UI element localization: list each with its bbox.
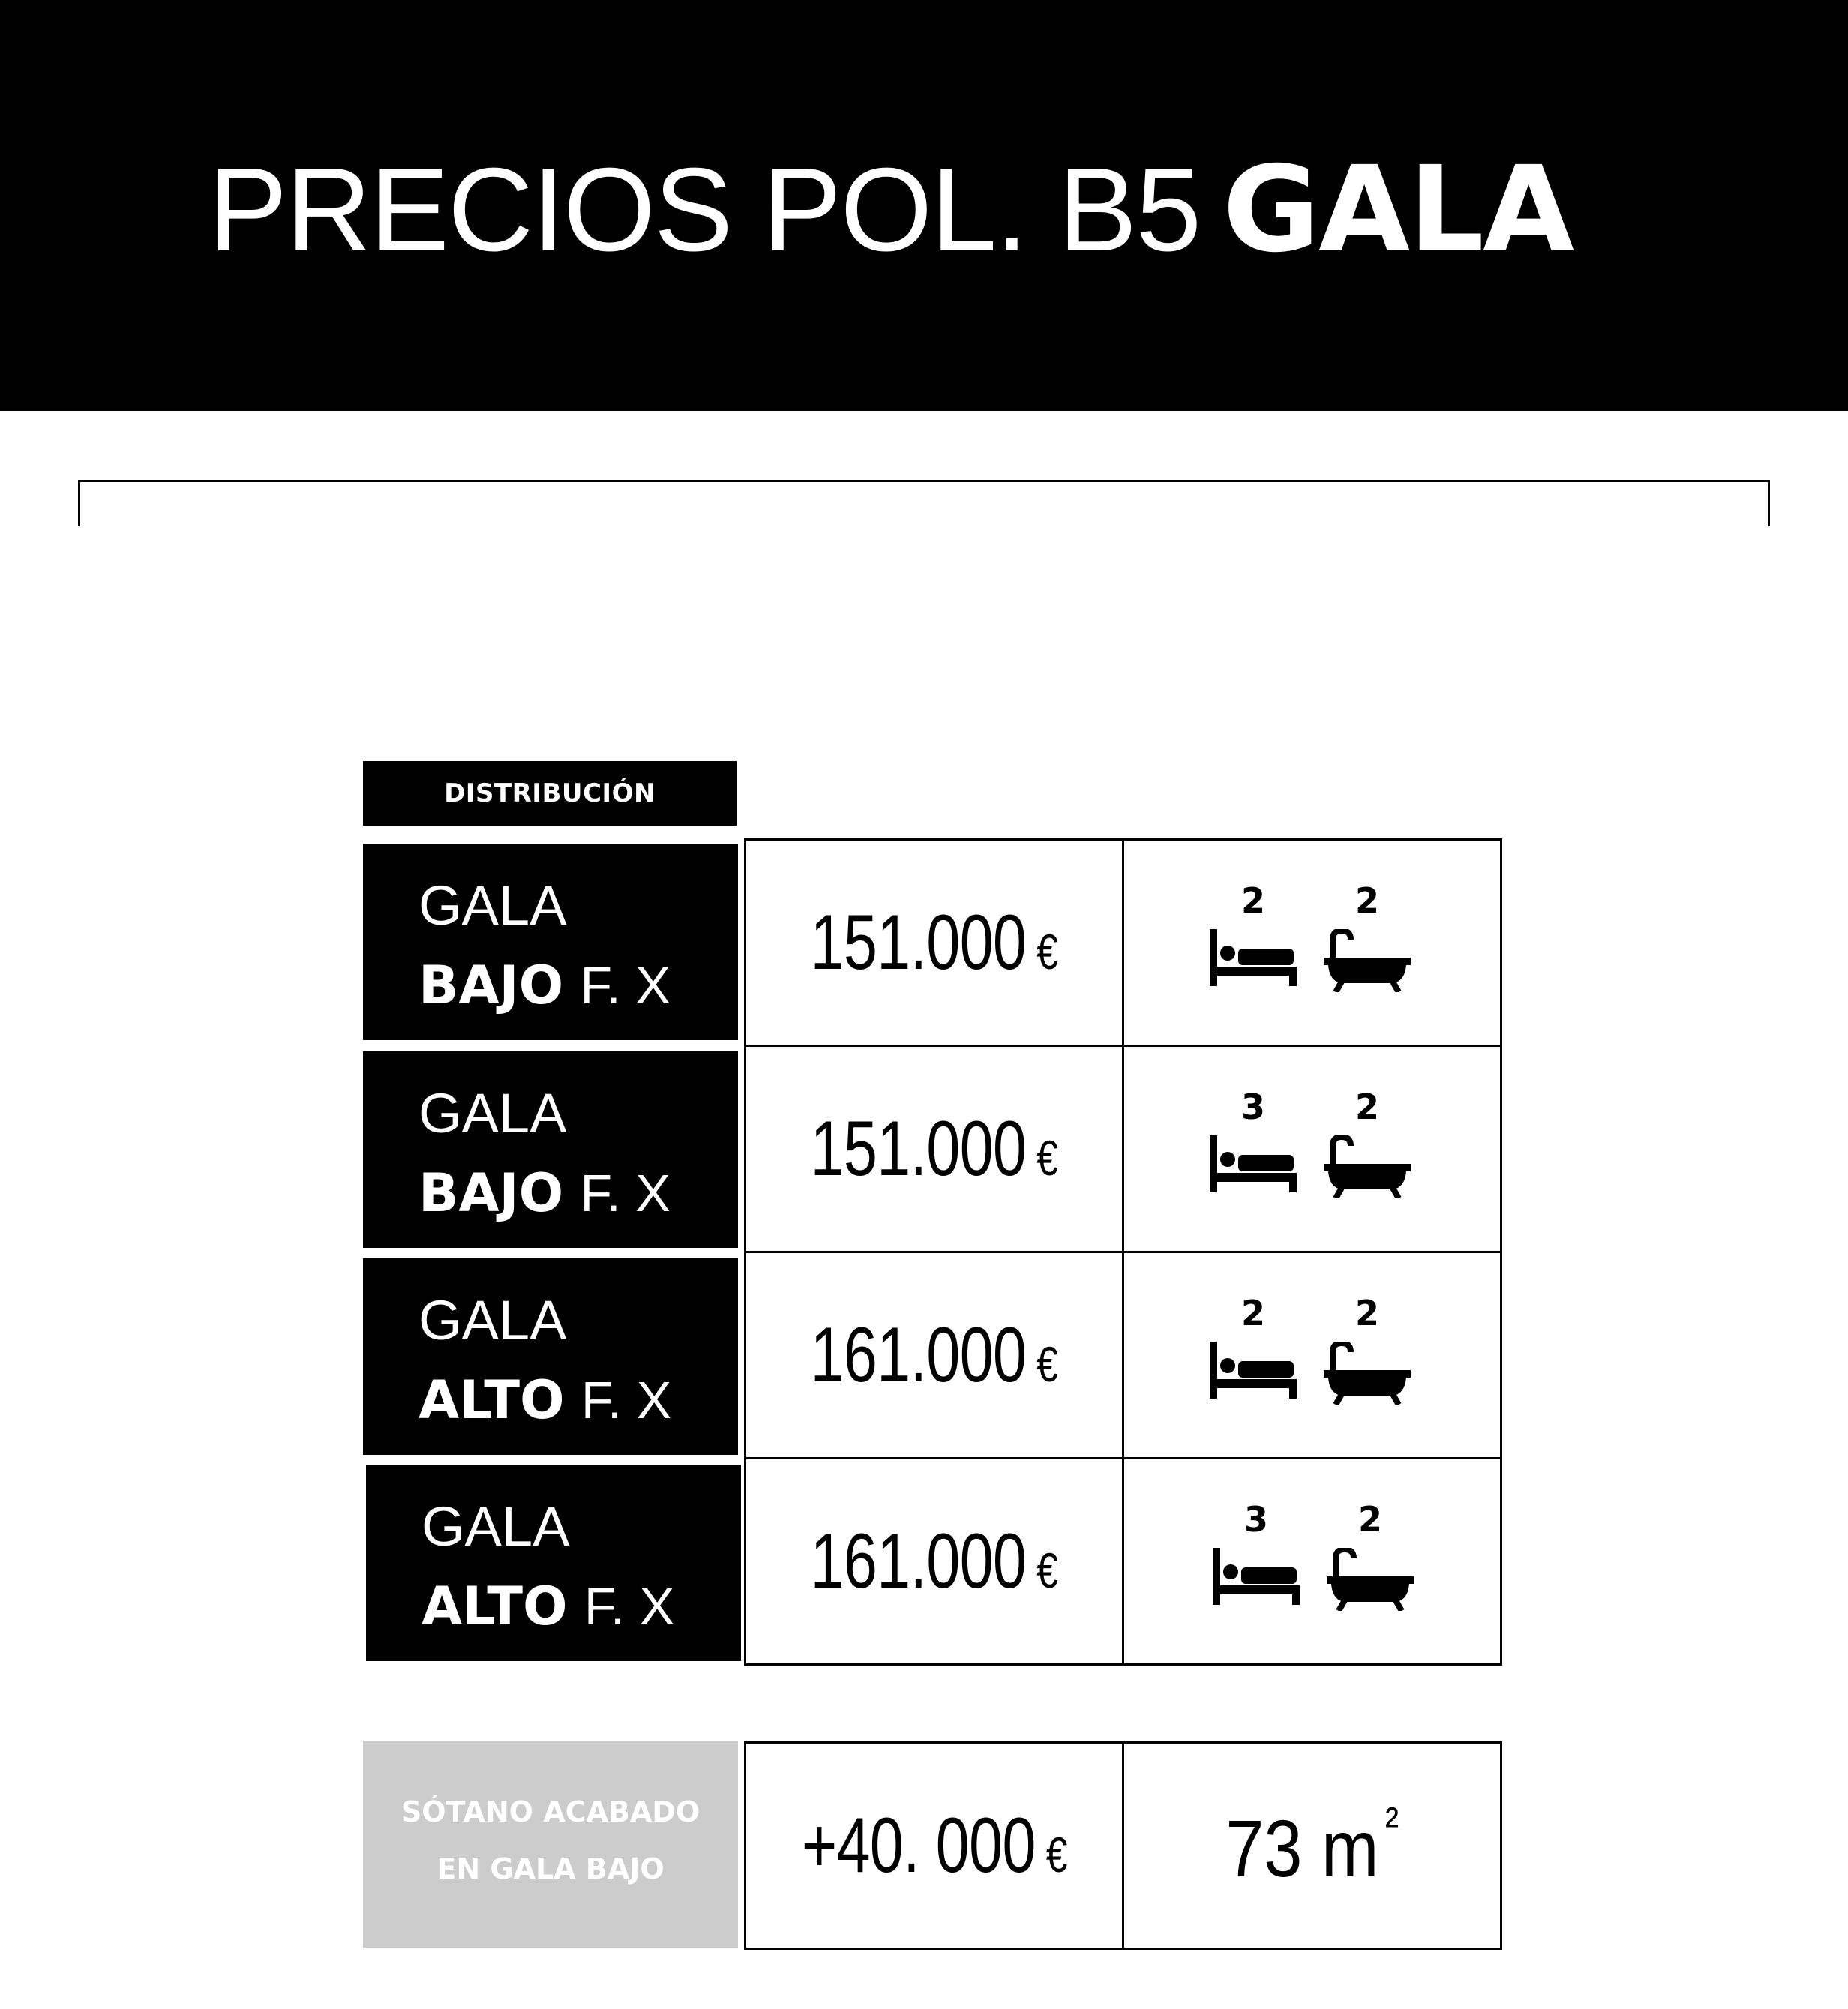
- area-value: 73 m: [1226, 1803, 1379, 1894]
- bed-icon: [1210, 1342, 1297, 1399]
- bathroom-count: 2: [1354, 880, 1379, 921]
- basement-price-cell: [744, 1741, 1124, 1950]
- header-banner: [0, 0, 1848, 411]
- row-type: GALA: [418, 1082, 567, 1144]
- bedroom-count: 2: [1240, 1293, 1265, 1333]
- currency: €: [1036, 1129, 1058, 1186]
- basement-price: [802, 1801, 1067, 1891]
- section-bracket: [78, 480, 1770, 526]
- row-floor-bold: BAJO: [418, 1162, 564, 1224]
- row-floor: [418, 1159, 670, 1227]
- row-type: GALA: [422, 1495, 570, 1558]
- row-label: [363, 844, 738, 1040]
- price-cell: [744, 1457, 1124, 1666]
- bedrooms: [1208, 1291, 1298, 1399]
- price: [811, 1311, 1058, 1400]
- bed-icon: [1210, 929, 1297, 986]
- bathrooms: [1322, 1291, 1412, 1405]
- bedroom-count: 2: [1240, 880, 1265, 921]
- price-cell: [744, 1251, 1124, 1459]
- bed-icon: [1213, 1548, 1300, 1605]
- basement-price-value: +40. 000: [801, 1801, 1036, 1889]
- bedrooms: [1208, 1084, 1298, 1192]
- title-part2: GALA: [1222, 141, 1574, 279]
- rooms-cell: [1122, 838, 1502, 1047]
- bathroom-count: 2: [1358, 1499, 1382, 1540]
- bathtub-icon: [1324, 929, 1411, 992]
- price-cell: [744, 1045, 1124, 1253]
- bedrooms: [1211, 1497, 1301, 1605]
- basement-label-line2: EN GALA BAJO: [436, 1852, 664, 1885]
- row-label: [363, 1258, 738, 1455]
- row-floor: [418, 1366, 671, 1434]
- row-label: [363, 1051, 738, 1248]
- row-floor-bold: ALTO: [422, 1576, 568, 1637]
- currency: €: [1036, 1542, 1058, 1598]
- price-cell: [744, 838, 1124, 1047]
- title-part1: PRECIOS POL. B5: [208, 144, 1201, 276]
- area-unit-sup: ²: [1384, 1797, 1399, 1851]
- rooms-cell: [1122, 1251, 1502, 1459]
- bedroom-count: 3: [1244, 1499, 1268, 1540]
- bathroom-count: 2: [1354, 1293, 1379, 1333]
- price: [811, 898, 1058, 988]
- row-floor-rest: F. X: [580, 956, 670, 1015]
- row-type: GALA: [418, 874, 567, 937]
- currency: €: [1036, 923, 1058, 979]
- currency: €: [1046, 1826, 1067, 1882]
- row-floor-rest: F. X: [580, 1371, 672, 1429]
- basement-area-cell: [1122, 1741, 1502, 1950]
- price-value: 161.000: [810, 1517, 1027, 1605]
- bed-icon: [1210, 1135, 1297, 1192]
- price: [811, 1517, 1058, 1606]
- price-value: 161.000: [810, 1311, 1027, 1399]
- row-floor-rest: F. X: [584, 1577, 675, 1636]
- row-floor: [418, 952, 670, 1019]
- row-label: [366, 1465, 741, 1661]
- bathrooms: [1325, 1497, 1415, 1611]
- bathrooms: [1322, 878, 1412, 992]
- bathtub-icon: [1324, 1342, 1411, 1405]
- row-floor-bold: ALTO: [418, 1369, 565, 1431]
- rooms-cell: [1122, 1457, 1502, 1666]
- rooms-cell: [1122, 1045, 1502, 1253]
- bathrooms: [1322, 1084, 1412, 1198]
- column-header-distribucion: DISTRIBUCIÓN: [363, 761, 736, 826]
- bathroom-count: 2: [1354, 1087, 1379, 1127]
- price: [811, 1105, 1058, 1194]
- bathtub-icon: [1324, 1135, 1411, 1198]
- currency: €: [1036, 1336, 1058, 1392]
- row-type: GALA: [418, 1289, 567, 1351]
- basement-label: [363, 1741, 738, 1948]
- bedroom-count: 3: [1240, 1087, 1265, 1127]
- bedrooms: [1208, 878, 1298, 986]
- basement-area: [1226, 1796, 1399, 1895]
- page-title: [208, 142, 1573, 277]
- row-floor-bold: BAJO: [418, 955, 564, 1016]
- basement-label-line1: SÓTANO ACABADO: [400, 1795, 700, 1828]
- bathtub-icon: [1327, 1548, 1414, 1611]
- price-value: 151.000: [810, 898, 1027, 986]
- row-floor: [422, 1573, 674, 1640]
- price-value: 151.000: [810, 1105, 1027, 1192]
- row-floor-rest: F. X: [580, 1164, 670, 1222]
